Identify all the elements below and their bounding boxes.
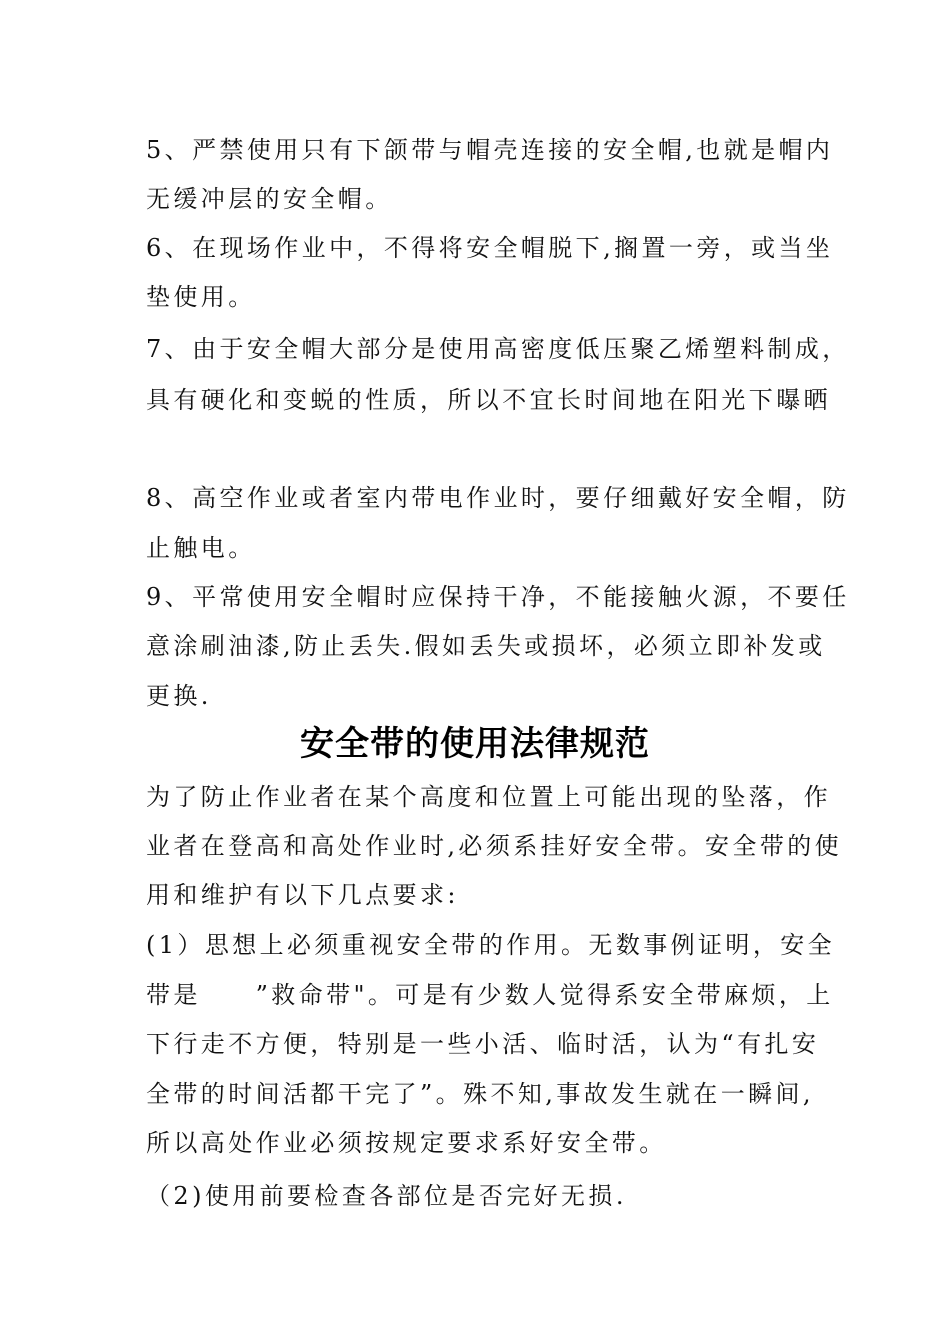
paragraph-line: 8、高空作业或者室内带电作业时，要仔细戴好安全帽，防	[146, 484, 850, 512]
paragraph-line: 用和维护有以下几点要求:	[146, 881, 459, 909]
paragraph-line: 全带的时间活都干完了”。殊不知,事故发生就在一瞬间,	[146, 1080, 814, 1108]
section-title: 安全带的使用法律规范	[300, 724, 650, 764]
paragraph-line: 更换.	[146, 682, 212, 710]
paragraph-line: 带是 ”救命带"。可是有少数人觉得系安全带麻烦，上	[146, 981, 834, 1009]
paragraph-line: 意涂刷油漆,防止丢失.假如丢失或损坏，必须立即补发或	[146, 632, 826, 660]
paragraph-line: 为了防止作业者在某个高度和位置上可能出现的坠落，作	[146, 783, 831, 811]
paragraph-line: 业者在登高和高处作业时,必须系挂好安全带。安全带的使	[146, 832, 843, 860]
paragraph-line: 所以高处作业必须按规定要求系好安全带。	[146, 1129, 667, 1157]
paragraph-line: 9、平常使用安全帽时应保持干净，不能接触火源，不要任	[146, 583, 850, 611]
paragraph-line: 7、由于安全帽大部分是使用高密度低压聚乙烯塑料制成，	[146, 335, 850, 363]
paragraph-line: 止触电。	[146, 534, 256, 562]
paragraph-line: 5、严禁使用只有下颌带与帽壳连接的安全帽,也就是帽内	[146, 136, 834, 164]
paragraph-line: （2)使用前要检查各部位是否完好无损.	[146, 1182, 627, 1210]
paragraph-line: (1）思想上必须重视安全带的作用。无数事例证明，安全	[146, 931, 836, 959]
paragraph-line: 6、在现场作业中，不得将安全帽脱下,搁置一旁，或当坐	[146, 234, 834, 262]
paragraph-line: 具有硬化和变蜕的性质，所以不宜长时间地在阳光下曝晒	[146, 386, 831, 414]
paragraph-line: 下行走不方便，特别是一些小活、临时活，认为“有扎安	[146, 1030, 820, 1058]
paragraph-line: 无缓冲层的安全帽。	[146, 185, 393, 213]
paragraph-line: 垫使用。	[146, 283, 256, 311]
